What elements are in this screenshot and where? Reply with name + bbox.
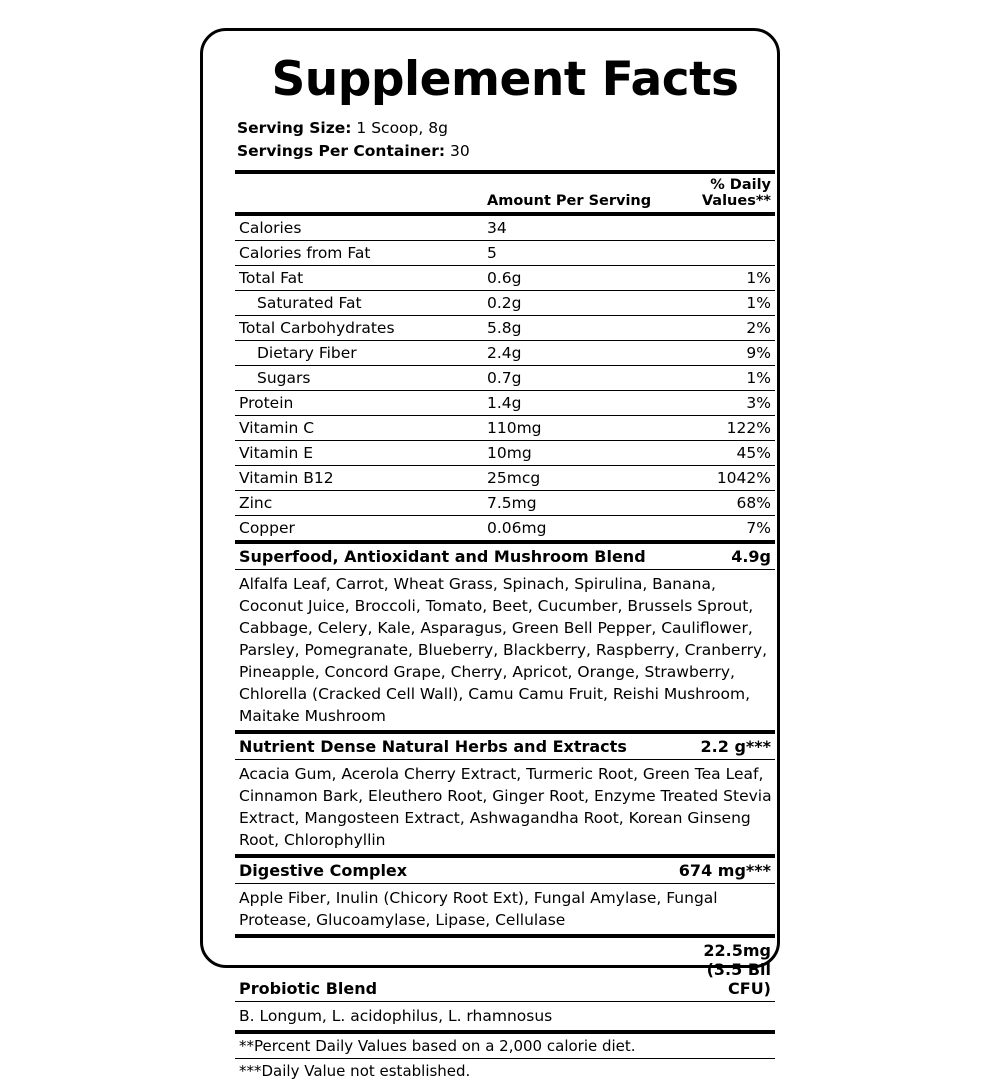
table-row: [235, 465, 775, 490]
nutrient-name: Saturated Fat: [235, 290, 487, 315]
table-row: [235, 440, 775, 465]
nutrient-name: Zinc: [235, 490, 487, 515]
table-row: [235, 265, 775, 290]
serving-size-line: [237, 117, 775, 139]
table-row: [235, 365, 775, 390]
blend-header-row: [235, 542, 775, 570]
nutrient-amount: 1.4g: [487, 390, 667, 415]
blend-ingredients: Alfalfa Leaf, Carrot, Wheat Grass, Spinach, Spirulina, Banana, Coconut Juice, Broccoli, Tomato, Beet, Cucumber, Brussels Sprout, Cabbage, Celery, Kale, Asparagus, Green Bell Pepper, Cauliflower, Parsley, Pomegranate, Blueberry, Blackberry, Raspberry, Cranberry, Pineapple, Concord Grape, Cherry, Apricot, Orange, Strawberry, Chlorella (Cracked Cell Wall), Camu Camu Fruit, Reishi Mushroom, Maitake Mushroom: [235, 569, 775, 732]
nutrient-amount: 5.8g: [487, 315, 667, 340]
nutrition-table: [235, 170, 775, 1083]
footnote-row: [235, 1058, 775, 1083]
nutrient-dv: 1042%: [667, 465, 775, 490]
blend-ingredients: B. Longum, L. acidophilus, L. rhamnosus: [235, 1001, 775, 1032]
nutrient-amount: 7.5mg: [487, 490, 667, 515]
nutrient-name: Total Carbohydrates: [235, 315, 487, 340]
table-row: [235, 415, 775, 440]
blend-amount: 22.5mg (3.5 Bil CFU): [667, 936, 775, 1002]
page-title: Supplement Facts: [271, 52, 739, 107]
nutrient-amount: 25mcg: [487, 465, 667, 490]
nutrient-dv: 1%: [667, 265, 775, 290]
nutrient-dv: 9%: [667, 340, 775, 365]
table-row: [235, 214, 775, 241]
nutrient-amount: 110mg: [487, 415, 667, 440]
supplement-facts-panel: [200, 28, 780, 1080]
table-row: [235, 315, 775, 340]
footnote-daily-values: **Percent Daily Values based on a 2,000 calorie diet.: [235, 1032, 775, 1059]
blend-ingredients-row: [235, 1001, 775, 1032]
column-header-daily-value: % Daily Values**: [667, 172, 775, 214]
nutrient-dv: 2%: [667, 315, 775, 340]
nutrient-dv: [667, 240, 775, 265]
blend-amount: 2.2 g***: [667, 732, 775, 760]
nutrient-name: Protein: [235, 390, 487, 415]
blend-name: Nutrient Dense Natural Herbs and Extracts: [235, 732, 667, 760]
nutrient-name: Vitamin C: [235, 415, 487, 440]
nutrient-name: Copper: [235, 515, 487, 542]
nutrient-dv: 1%: [667, 290, 775, 315]
nutrient-name: Dietary Fiber: [235, 340, 487, 365]
table-row: [235, 340, 775, 365]
blend-ingredients: Acacia Gum, Acerola Cherry Extract, Turmeric Root, Green Tea Leaf, Cinnamon Bark, Eleuthero Root, Ginger Root, Enzyme Treated Stevia Extract, Mangosteen Extract, Ashwagandha Root, Korean Ginseng Root, Chlorophyllin: [235, 759, 775, 856]
nutrient-amount: 0.6g: [487, 265, 667, 290]
blend-ingredients: Apple Fiber, Inulin (Chicory Root Ext), Fungal Amylase, Fungal Protease, Glucoamylase, Lipase, Cellulase: [235, 883, 775, 936]
nutrient-dv: 45%: [667, 440, 775, 465]
column-header-name: [235, 172, 487, 214]
nutrient-amount: 0.2g: [487, 290, 667, 315]
servings-per-container-label: Servings Per Container:: [237, 141, 446, 160]
servings-per-container-value: 30: [449, 141, 470, 160]
nutrient-amount: 0.06mg: [487, 515, 667, 542]
nutrient-name: Calories: [235, 214, 487, 241]
table-row: [235, 490, 775, 515]
nutrient-name: Vitamin E: [235, 440, 487, 465]
table-row: [235, 390, 775, 415]
blend-amount: 4.9g: [667, 542, 775, 570]
footnote-row: [235, 1032, 775, 1059]
nutrient-dv: 122%: [667, 415, 775, 440]
nutrient-amount: 0.7g: [487, 365, 667, 390]
blend-name: Digestive Complex: [235, 856, 667, 884]
blend-header-row: [235, 936, 775, 1002]
serving-size-value: 1 Scoop, 8g: [356, 119, 448, 138]
nutrient-amount: 2.4g: [487, 340, 667, 365]
blend-ingredients-row: [235, 569, 775, 732]
serving-size-label: Serving Size:: [237, 119, 352, 138]
blend-header-row: [235, 856, 775, 884]
table-header-row: [235, 172, 775, 214]
nutrient-dv: 68%: [667, 490, 775, 515]
column-header-amount: Amount Per Serving: [487, 172, 667, 214]
blend-ingredients-row: [235, 883, 775, 936]
nutrient-name: Total Fat: [235, 265, 487, 290]
blend-ingredients-row: [235, 759, 775, 856]
nutrient-amount: 5: [487, 240, 667, 265]
servings-per-container-line: [237, 140, 775, 162]
nutrient-amount: 34: [487, 214, 667, 241]
table-row: [235, 290, 775, 315]
table-row: [235, 240, 775, 265]
nutrient-dv: 1%: [667, 365, 775, 390]
table-row: [235, 515, 775, 542]
footnote-not-established: ***Daily Value not established.: [235, 1058, 775, 1083]
nutrient-dv: 3%: [667, 390, 775, 415]
nutrient-dv: 7%: [667, 515, 775, 542]
blend-header-row: [235, 732, 775, 760]
blend-name: Superfood, Antioxidant and Mushroom Blend: [235, 542, 667, 570]
nutrient-name: Sugars: [235, 365, 487, 390]
supplement-facts-content: [235, 45, 775, 1083]
blend-name: Probiotic Blend: [235, 936, 667, 1002]
nutrient-name: Vitamin B12: [235, 465, 487, 490]
nutrient-name: Calories from Fat: [235, 240, 487, 265]
blend-amount: 674 mg***: [667, 856, 775, 884]
nutrient-amount: 10mg: [487, 440, 667, 465]
nutrient-dv: [667, 214, 775, 241]
